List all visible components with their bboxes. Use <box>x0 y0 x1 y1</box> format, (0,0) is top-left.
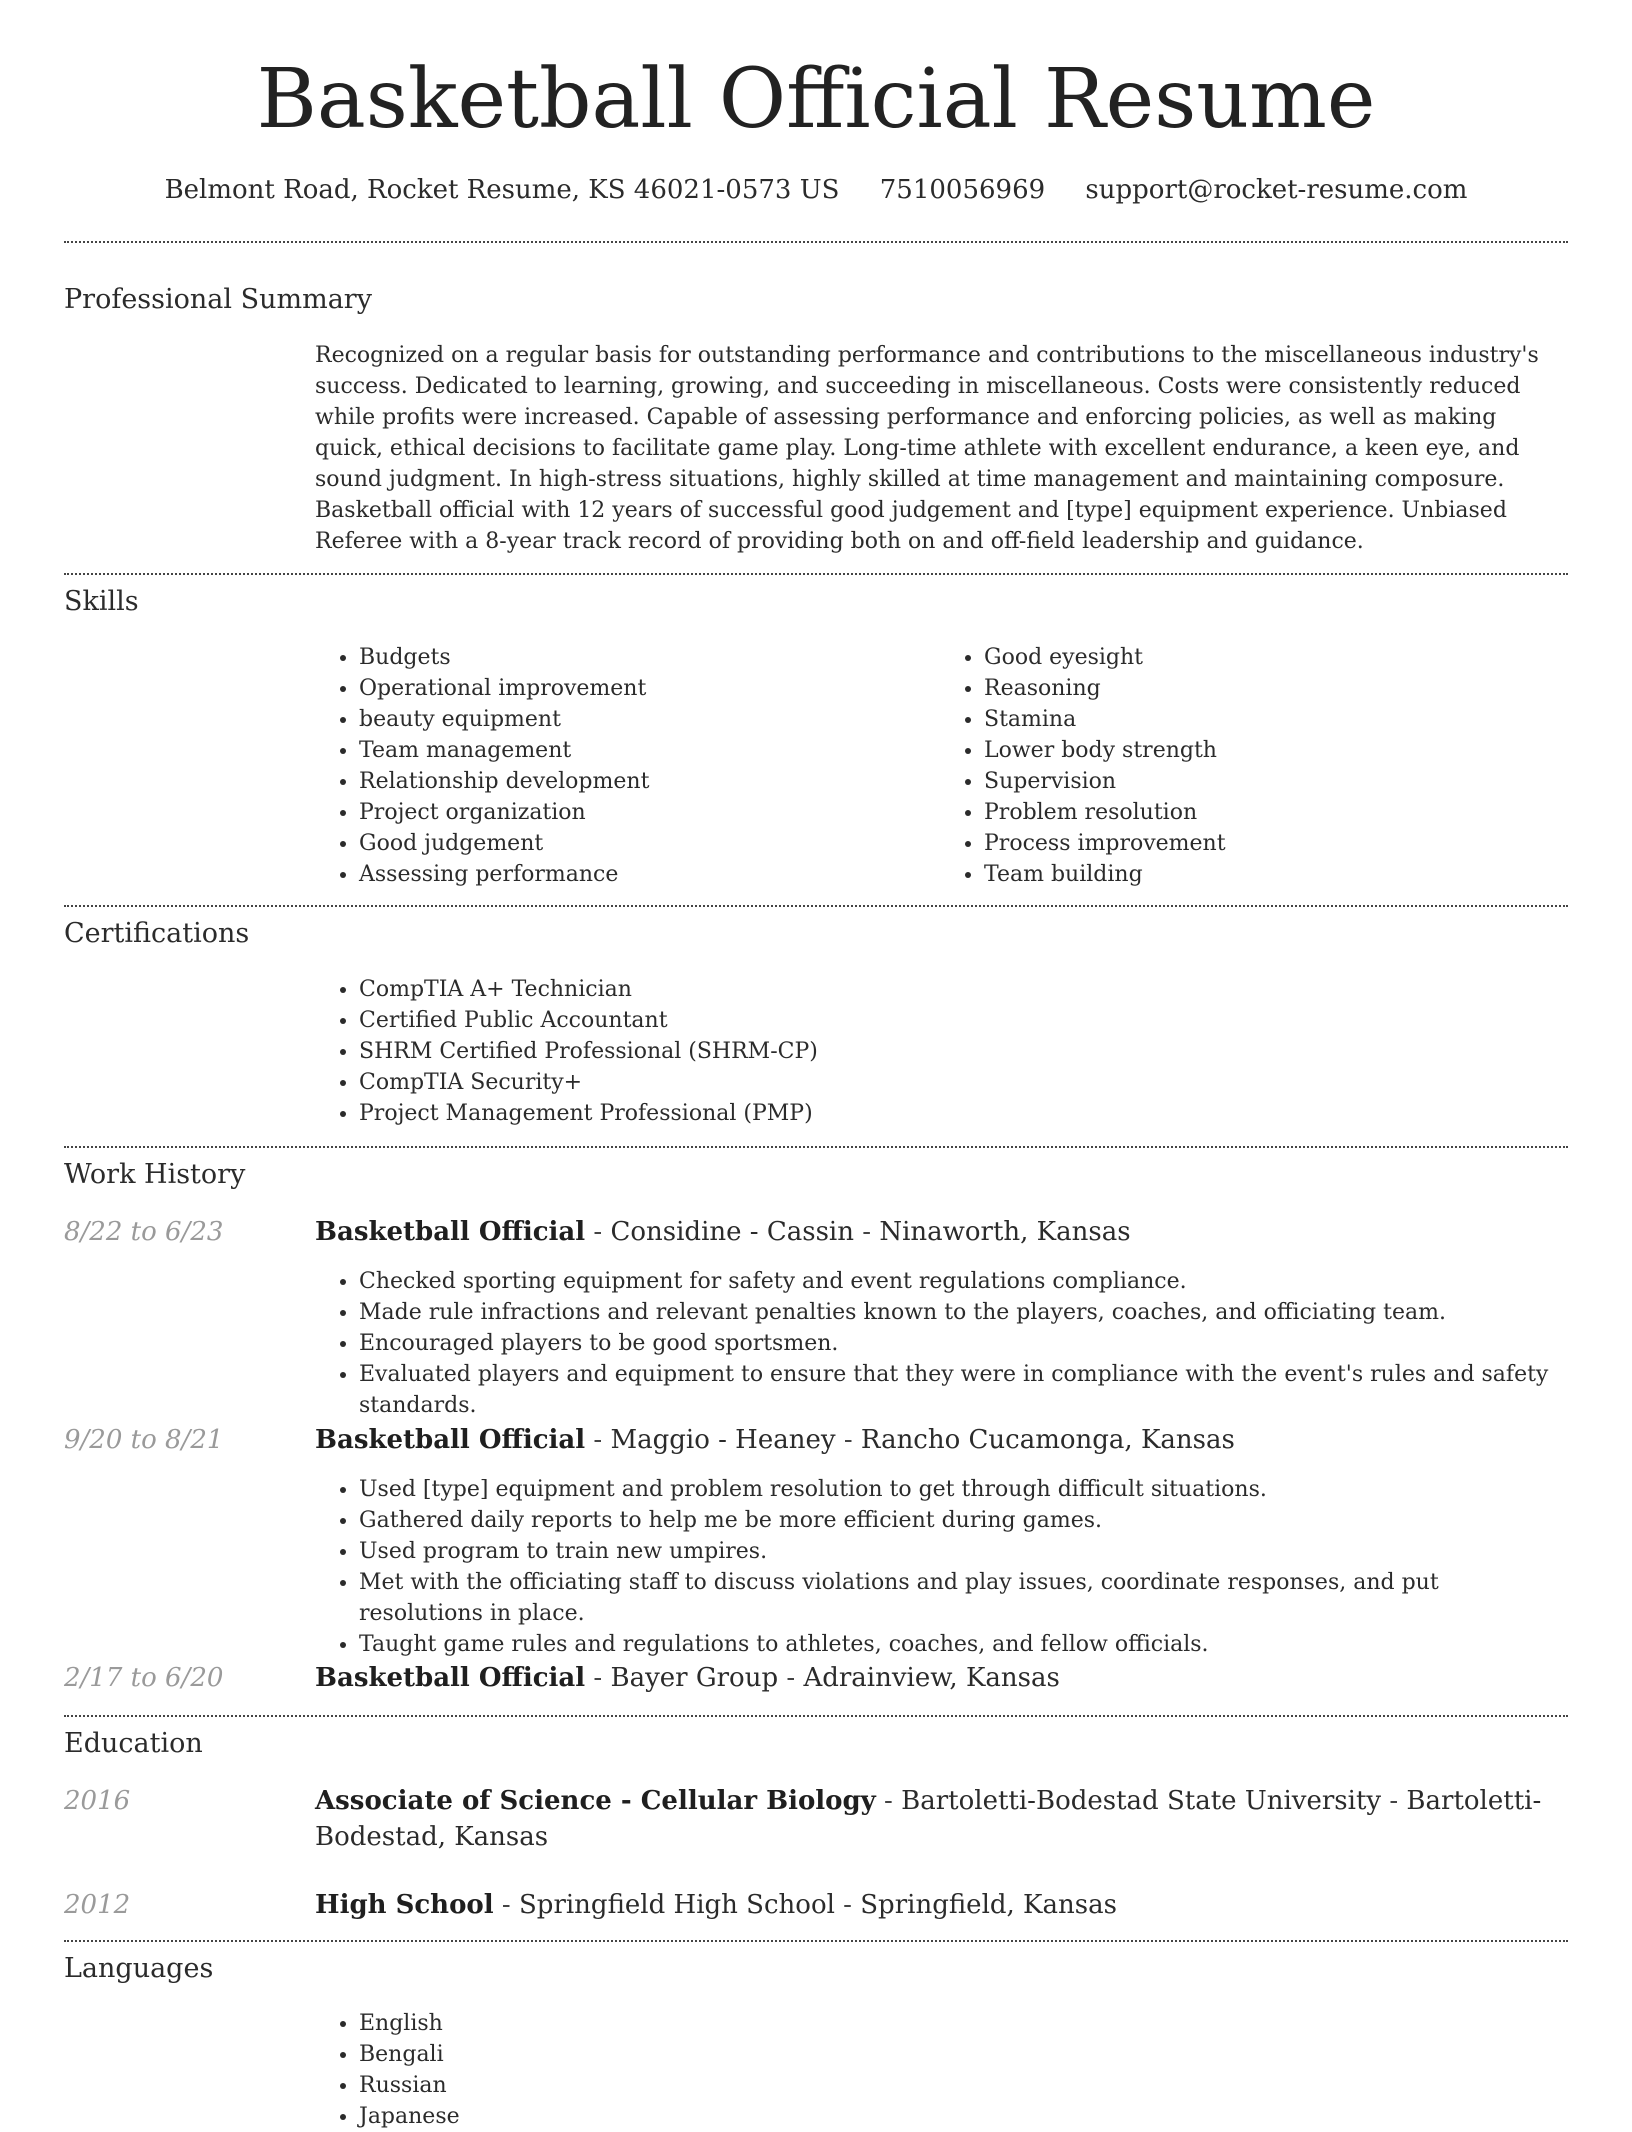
resume-title: Basketball Official Resume <box>256 52 1376 147</box>
list-item: • Certified Public Accountant <box>359 1005 1565 1036</box>
education-location: Bartoletti-Bodestad, Kansas <box>315 1786 1542 1852</box>
job-heading <box>315 1660 1565 1696</box>
address: Belmont Road, Rocket Resume, KS 46021-0573 US <box>164 175 840 205</box>
list-item: • Met with the officiating staff to discuss violations and play issues, coordinate responses, and put resolutions in place. <box>359 1567 1565 1629</box>
list-item: • Operational improvement <box>359 673 940 704</box>
divider <box>64 241 1568 243</box>
list-item: • English <box>359 2008 1565 2039</box>
separator: - <box>834 1890 861 1920</box>
separator: - <box>835 1425 861 1455</box>
list-item: • Evaluated players and equipment to ensure that they were in compliance with the event's rules and safety standards. <box>359 1359 1565 1421</box>
phone: 7510056969 <box>879 175 1046 205</box>
list-item: • Russian <box>359 2070 1565 2101</box>
list-item: • Made rule infractions and relevant penalties known to the players, coaches, and officiating team. <box>359 1297 1565 1328</box>
list-item: • Relationship development <box>359 766 940 797</box>
separator: - <box>493 1890 519 1920</box>
job-bullet-list <box>315 1474 1565 1660</box>
education-year: 2016 <box>64 1786 131 1816</box>
separator: - <box>1381 1786 1407 1816</box>
list-item: • Taught game rules and regulations to athletes, coaches, and fellow officials. <box>359 1629 1565 1660</box>
separator: - <box>585 1217 611 1247</box>
list-item: • Good eyesight <box>984 642 1565 673</box>
list-item: • beauty equipment <box>359 704 940 735</box>
divider <box>64 573 1568 575</box>
education-location: Springfield, Kansas <box>860 1890 1117 1920</box>
education-heading <box>315 1887 1565 1923</box>
separator: - <box>875 1786 902 1816</box>
separator: - <box>778 1663 804 1693</box>
skills-grid <box>315 642 1565 890</box>
list-item: • Supervision <box>984 766 1565 797</box>
education-degree: High School <box>315 1890 494 1920</box>
list-item: • Problem resolution <box>984 797 1565 828</box>
job-role: Basketball Official <box>315 1663 586 1693</box>
list-item: • Good judgement <box>359 828 940 859</box>
list-item: • Project Management Professional (PMP) <box>359 1098 1565 1129</box>
list-item: • Bengali <box>359 2039 1565 2070</box>
job-company: Considine - Cassin <box>610 1217 854 1247</box>
divider <box>64 1715 1568 1717</box>
list-item: • Reasoning <box>984 673 1565 704</box>
contact-line <box>0 170 1632 210</box>
languages-block <box>315 2008 1565 2132</box>
job-heading <box>315 1214 1565 1250</box>
list-item: • Gathered daily reports to help me be more efficient during games. <box>359 1505 1565 1536</box>
section-title-skills: Skills <box>64 586 139 617</box>
email: support@rocket-resume.com <box>1085 175 1468 205</box>
list-item: • Stamina <box>984 704 1565 735</box>
list-item: • Team building <box>984 859 1565 890</box>
job-bullets <box>315 1266 1565 1421</box>
list-item: • Process improvement <box>984 828 1565 859</box>
divider <box>64 1940 1568 1942</box>
job-company: Bayer Group <box>610 1663 779 1693</box>
education-heading <box>315 1783 1565 1855</box>
certifications-list <box>315 974 1565 1129</box>
education-school: Bartoletti-Bodestad State University <box>901 1786 1382 1816</box>
section-title-work-history: Work History <box>64 1159 246 1190</box>
list-item: • Japanese <box>359 2101 1565 2132</box>
list-item: • CompTIA Security+ <box>359 1067 1565 1098</box>
job-location: Rancho Cucamonga, Kansas <box>860 1425 1235 1455</box>
separator: - <box>853 1217 880 1247</box>
job-role: Basketball Official <box>315 1425 586 1455</box>
languages-list <box>315 2008 1565 2132</box>
list-item: • Team management <box>359 735 940 766</box>
education-year: 2012 <box>64 1890 131 1920</box>
list-item: • Budgets <box>359 642 940 673</box>
education-degree: Associate of Science - Cellular Biology <box>315 1786 876 1816</box>
certifications-block <box>315 974 1565 1129</box>
job-company: Maggio - Heaney <box>610 1425 836 1455</box>
job-bullets <box>315 1474 1565 1660</box>
list-item: • CompTIA A+ Technician <box>359 974 1565 1005</box>
section-title-languages: Languages <box>64 1953 214 1984</box>
job-dates: 8/22 to 6/23 <box>64 1217 224 1247</box>
list-item: • SHRM Certified Professional (SHRM-CP) <box>359 1036 1565 1067</box>
skills-list-left <box>315 642 940 890</box>
section-title-certifications: Certifications <box>64 918 250 949</box>
list-item: • Lower body strength <box>984 735 1565 766</box>
section-title-summary: Professional Summary <box>64 284 372 315</box>
separator: - <box>585 1663 611 1693</box>
list-item: • Used program to train new umpires. <box>359 1536 1565 1567</box>
education-school: Springfield High School <box>518 1890 835 1920</box>
summary-block <box>315 340 1565 557</box>
skills-list-right <box>940 642 1565 890</box>
section-title-education: Education <box>64 1728 203 1759</box>
job-location: Adrainview, Kansas <box>803 1663 1060 1693</box>
job-bullet-list <box>315 1266 1565 1421</box>
job-heading <box>315 1422 1565 1458</box>
list-item: • Encouraged players to be good sportsmen. <box>359 1328 1565 1359</box>
list-item: • Checked sporting equipment for safety and event regulations compliance. <box>359 1266 1565 1297</box>
summary-text: Recognized on a regular basis for outstanding performance and contributions to the miscellaneous industry's success. Dedicated to learning, growing, and succeeding in miscellaneous. Costs were consistently reduced while profits were increased. Capable of assessing performance and enforcing policies, as well as making quick, ethical decisions to facilitate game play. Long-time athlete with excellent endurance, a keen eye, and sound judgment. In high-stress situations, highly skilled at time management and maintaining composure. Basketball official with 12 years of successful good judgement and [type] equipment experience. Unbiased Referee with a 8-year track record of providing both on and off-field leadership and guidance. <box>315 343 1539 554</box>
list-item: • Assessing performance <box>359 859 940 890</box>
list-item: • Project organization <box>359 797 940 828</box>
list-item: • Used [type] equipment and problem resolution to get through difficult situations. <box>359 1474 1565 1505</box>
divider <box>64 1146 1568 1148</box>
job-role: Basketball Official <box>315 1217 586 1247</box>
separator: - <box>585 1425 611 1455</box>
job-location: Ninaworth, Kansas <box>879 1217 1131 1247</box>
job-dates: 2/17 to 6/20 <box>64 1663 224 1693</box>
job-dates: 9/20 to 8/21 <box>64 1425 224 1455</box>
divider <box>64 905 1568 907</box>
